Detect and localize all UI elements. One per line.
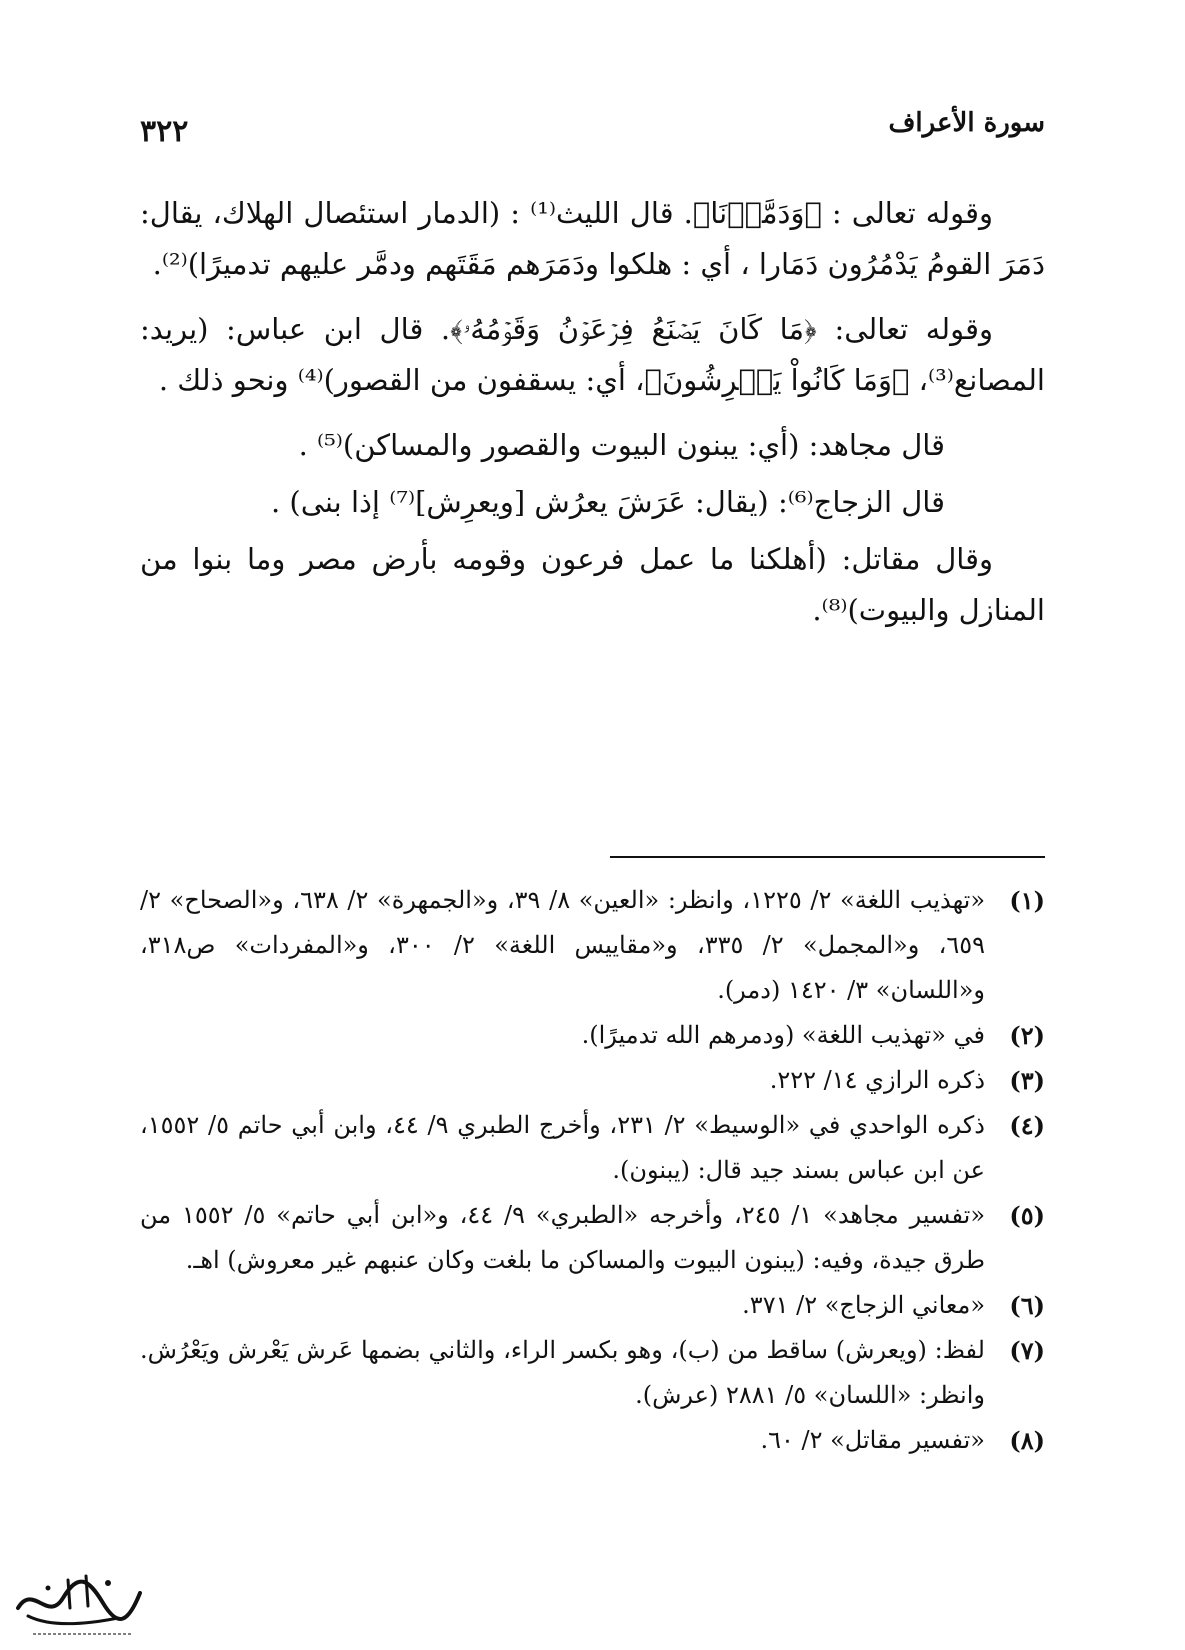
footnote-text: «تفسير مجاهد» ١/ ٢٤٥، وأخرجه «الطبري» ٩/ ٤٤، و«ابن أبي حاتم» ٥/ ١٥٥٢ من طرق جيدة، وفيه: (يبنون البيوت والمساكن ما بلغت وكان عنبهم غير معروش) اهـ. [140, 1201, 986, 1274]
footnote-text: «تهذيب اللغة» ٢/ ١٢٢٥، وانظر: «العين» ٨/ ٣٩، و«الجمهرة» ٢/ ٦٣٨، و«الصحاح» ٢/ ٦٥٩، و«المجمل» ٢/ ٣٣٥، و«مقاييس اللغة» ٢/ ٣٠٠، و«المفردات» ص٣١٨، و«اللسان» ٣/ ١٤٢٠ (دمر). [140, 886, 986, 1004]
footnote-number: (٥) [1009, 1201, 1045, 1230]
publisher-logo [8, 1568, 148, 1643]
footnote-number: (٧) [1009, 1336, 1045, 1365]
footnotes-list [140, 878, 1045, 1463]
page-header [140, 100, 1045, 150]
paragraph: قال الزجاج⁽⁶⁾: (يقال: عَرَشَ يعرُش [ويعرِش]⁽⁷⁾ إذا بنى) . [270, 485, 945, 519]
footnote [140, 1013, 1045, 1058]
footnote-text: لفظ: (ويعرش) ساقط من (ب)، وهو بكسر الراء، والثاني بضمها عَرش يَعْرش ويَعْرُش. وانظر: «اللسان» ٥/ ٢٨٨١ (عرش). [140, 1336, 985, 1409]
footnote-number: (٨) [1009, 1426, 1045, 1455]
footnote [140, 878, 1045, 1013]
footnote-number: (١) [1009, 886, 1045, 915]
main-text [140, 188, 1045, 650]
footnote [140, 1193, 1045, 1283]
footnote-number: (٤) [1009, 1111, 1045, 1140]
paragraph: وقال مقاتل: (أهلكنا ما عمل فرعون وقومه بأرض مصر وما بنوا من المنازل والبيوت)⁽⁸⁾. [140, 542, 1045, 627]
footnote-number: (٢) [1009, 1021, 1045, 1050]
footnote-text: ذكره الواحدي في «الوسيط» ٢/ ٢٣١، وأخرج الطبري ٩/ ٤٤، وابن أبي حاتم ٥/ ١٥٥٢، عن ابن عباس بسند جيد قال: (يبنون). [140, 1111, 985, 1184]
footnote [140, 1418, 1045, 1463]
footnote [140, 1058, 1045, 1103]
footnote-number: (٦) [1009, 1291, 1045, 1320]
paragraph: وقوله تعالى: ﴿مَا كَانَ يَصۡنَعُ فِرۡعَوۡنُ وَقَوۡمُهُۥ﴾. قال ابن عباس: (يريد: المصانع⁽³⁾، ﴿وَمَا كَانُواْ يَعۡرِشُونَ﴾، أي: يسقفون من القصور)⁽⁴⁾ ونحو ذلك . [140, 312, 1045, 397]
page-number: ٣٢٢ [140, 114, 189, 149]
footnote [140, 1328, 1045, 1418]
footnote-text: «تفسير مقاتل» ٢/ ٦٠. [760, 1426, 985, 1454]
paragraph: وقوله تعالى : ﴿وَدَمَّرۡنَا﴾. قال الليث⁽¹⁾ : (الدمار استئصال الهلاك، يقال: دَمَرَ القومُ يَدْمُرُون دَمَارا ، أي : هلكوا ودَمَرَهم مَقَتَهم ودمَّر عليهم تدميرًا)⁽²⁾. [140, 196, 1045, 281]
footnote-text: ذكره الرازي ١٤/ ٢٢٢. [769, 1066, 985, 1094]
running-title: سورة الأعراف [888, 108, 1045, 138]
footnote-text: «معاني الزجاج» ٢/ ٣٧١. [742, 1291, 985, 1319]
footnote [140, 1283, 1045, 1328]
footnote-number: (٣) [1009, 1066, 1045, 1095]
footnote [140, 1103, 1045, 1193]
footnote-separator [610, 856, 1045, 858]
paragraph: قال مجاهد: (أي: يبنون البيوت والقصور والمساكن)⁽⁵⁾ . [298, 428, 945, 462]
footnote-text: في «تهذيب اللغة» (ودمرهم الله تدميرًا). [581, 1021, 985, 1049]
